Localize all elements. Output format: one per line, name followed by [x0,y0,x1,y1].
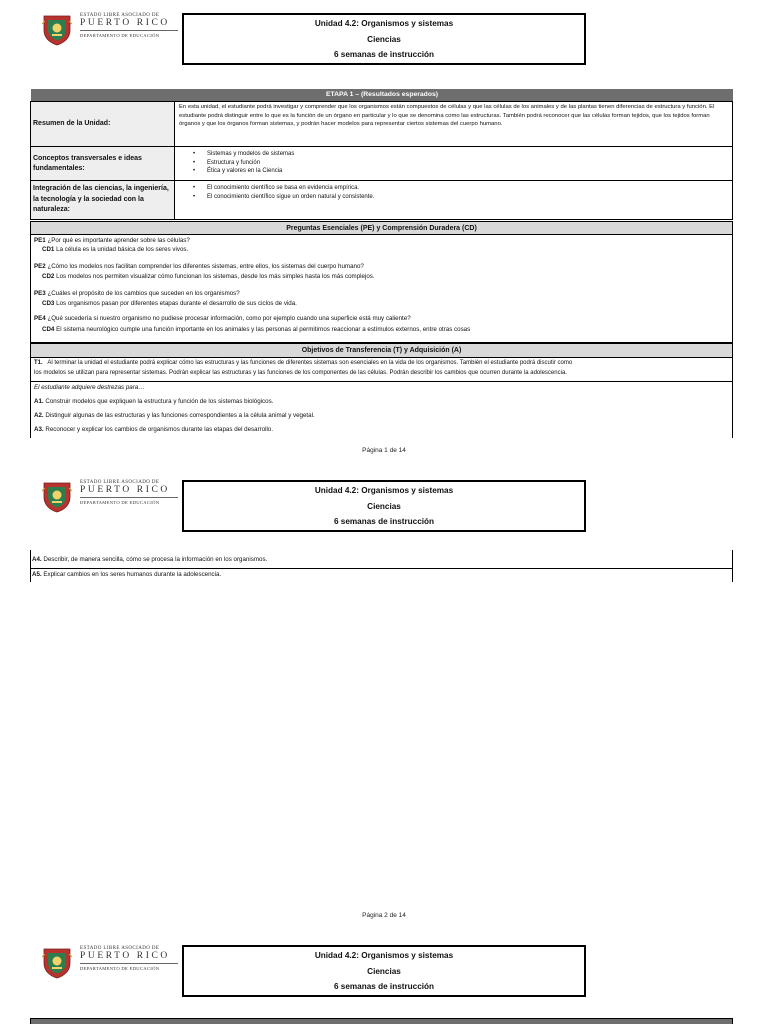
logo-line2: PUERTO RICO [80,485,178,498]
logo-line2: PUERTO RICO [80,951,178,964]
unit-title-box [182,480,586,532]
subject-title: Ciencias [367,501,401,511]
a3 [34,426,273,433]
table-border-left [30,550,31,582]
duration-title: 6 semanas de instrucción [333,517,435,526]
a-text: Distinguir algunas de las estructuras y las funciones correspondientes a la célula animal y vegetal. [45,412,315,419]
logo-line1: ESTADO LIBRE ASOCIADO DE [80,13,160,18]
logo-line3: DEPARTAMENTO DE EDUCACIÓN [80,500,160,505]
objetivos-heading: Objetivos de Transferencia (T) y Adquisición (A) [30,343,733,358]
cd-code: CD1 [42,246,55,253]
integracion-list [176,183,732,202]
pe-text: ¿Cuáles el propósito de los cambios que suceden en los organismos? [47,290,240,297]
resumen-text: En esta unidad, el estudiante podrá investigar y comprender que los organismos están compuestos de células y que las células de los animales y de las plantas tienen diferencias de estructura y función. El estudiante podrá distinguir entre lo que es la función de un órgano en particular y lo que se denomina como las estructuras. También podrá reconocer que las células forman tejidos, que los tejidos forman órganos y que los órganos forman sistemas, y podrán hacer modelos para representar ciertos sistemas del cuerpo humano. [179,104,715,128]
pe3 [34,290,240,297]
cd2 [42,273,375,280]
a-text: Reconocer y explicar los cambios de organismos durante las etapas del desarrollo. [45,426,274,433]
divider [31,381,732,382]
logo-line3: DEPARTAMENTO DE EDUCACIÓN [80,33,160,38]
cd1 [42,246,188,253]
resumen-row [30,101,733,147]
a-code: A3. [34,426,44,433]
puerto-rico-seal-icon [40,12,74,46]
unit-title: Unidad 4.2: Organismos y sistemas [314,951,454,960]
cd-code: CD3 [42,300,55,307]
pe-code: PE4 [34,315,46,322]
integracion-row [30,180,733,220]
cd-text: El sistema neurológico cumple una función importante en los animales y las personas al permitirnos reaccionar a estímulos externos, entre otras cosas [56,326,471,333]
cd-text: Los organismos pasan por diferentes etapas durante el desarrollo de sus ciclos de vida. [56,300,297,307]
cd-code: CD4 [42,326,55,333]
resumen-label: Resumen de la Unidad: [31,102,175,146]
pe-code: PE2 [34,263,46,270]
list-item: • Ética y valores en la Ciencia [179,167,729,176]
a2 [34,412,315,419]
puerto-rico-seal-icon [40,479,74,513]
pe1 [34,237,190,244]
t1-code: T1. [34,360,43,366]
table-border-right [732,550,733,582]
logo-line1: ESTADO LIBRE ASOCIADO DE [80,946,160,951]
cd-code: CD2 [42,273,55,280]
next-table-edge [30,1018,733,1024]
a1 [34,398,273,405]
a-code: A4. [32,556,42,563]
duration-title: 6 semanas de instrucción [333,50,435,59]
conceptos-list [176,149,732,177]
header-logo [40,12,178,48]
pe-text: ¿Cómo los modelos nos facilitan comprender los diferentes sistemas, entre ellos, los sistemas del cuerpo humano? [47,263,364,270]
puerto-rico-seal-icon [40,945,74,979]
t1-text-1: Al terminar la unidad el estudiante podrá explicar cómo las estructuras y las funciones de diferentes sistemas son esenciales en la vida de los organismos. También el estudiante podrá discutir como [47,360,573,366]
a4 [32,556,267,563]
list-item: • Estructura y función [179,159,729,168]
page-number: Página 2 de 14 [362,912,406,919]
cd-text: Los modelos nos permiten visualizar cómo funcionan los sistemas, desde los más simples hasta los más complejos. [56,273,375,280]
etapa-heading: ETAPA 1 – (Resultados esperados) [31,89,733,101]
list-item: • El conocimiento científico se basa en evidencia empírica. [179,184,729,193]
unit-title: Unidad 4.2: Organismos y sistemas [314,19,454,28]
adquiere-intro: El estudiante adquiere destrezas para… [34,384,145,391]
unit-title-box [182,13,586,65]
subject-title: Ciencias [367,34,401,44]
objetivos-box [30,358,733,438]
t1-line2: los modelos se utilizan para representar sistemas. Podrán explicar las estructuras y las funciones de los componentes de las células. Podrán describir los cambios que ocurren durante la adolescencia. [34,370,567,376]
header-logo [40,479,178,515]
list-item: • El conocimiento científico sigue un orden natural y consistente. [179,193,729,202]
page-number: Página 1 de 14 [362,447,406,454]
a-code: A5. [32,571,42,578]
pe4 [34,315,411,322]
a-text: Explicar cambios en los seres humanos durante la adolescencia. [43,571,222,578]
subject-title: Ciencias [367,966,401,976]
preguntas-heading: Preguntas Esenciales (PE) y Comprensión Duradera (CD) [30,221,733,235]
logo-line2: PUERTO RICO [80,18,178,31]
a5 [32,571,221,578]
a-code: A1. [34,398,44,405]
pe2 [34,263,364,270]
unit-title: Unidad 4.2: Organismos y sistemas [314,486,454,495]
preguntas-box [30,235,733,343]
conceptos-row [30,146,733,181]
logo-line3: DEPARTAMENTO DE EDUCACIÓN [80,966,160,971]
duration-title: 6 semanas de instrucción [333,982,435,991]
conceptos-label: Conceptos transversales e ideas fundamentales: [31,147,175,180]
pe-code: PE1 [34,237,46,244]
a-code: A2. [34,412,44,419]
pe-text: ¿Qué sucedería si nuestro organismo no pudiese procesar información, como por ejemplo cuando una superficie está muy caliente? [47,315,411,322]
cd3 [42,300,297,307]
integracion-label: Integración de las ciencias, la ingeniería, la tecnología y la sociedad con la naturaleza: [31,181,175,219]
list-item: • Sistemas y modelos de sistemas [179,150,729,159]
header-logo [40,945,178,981]
unit-title-box [182,945,586,997]
a-text: Construir modelos que expliquen la estructura y función de los sistemas biológicos. [45,398,274,405]
pe-code: PE3 [34,290,46,297]
logo-line1: ESTADO LIBRE ASOCIADO DE [80,480,160,485]
cd-text: La célula es la unidad básica de los seres vivos. [56,246,189,253]
t1-line1 [34,360,572,366]
cd4 [42,326,470,333]
divider [30,568,733,569]
a-text: Describir, de manera sencilla, cómo se procesa la información en los organismos. [43,556,268,563]
pe-text: ¿Por qué es importante aprender sobre las células? [47,237,190,244]
